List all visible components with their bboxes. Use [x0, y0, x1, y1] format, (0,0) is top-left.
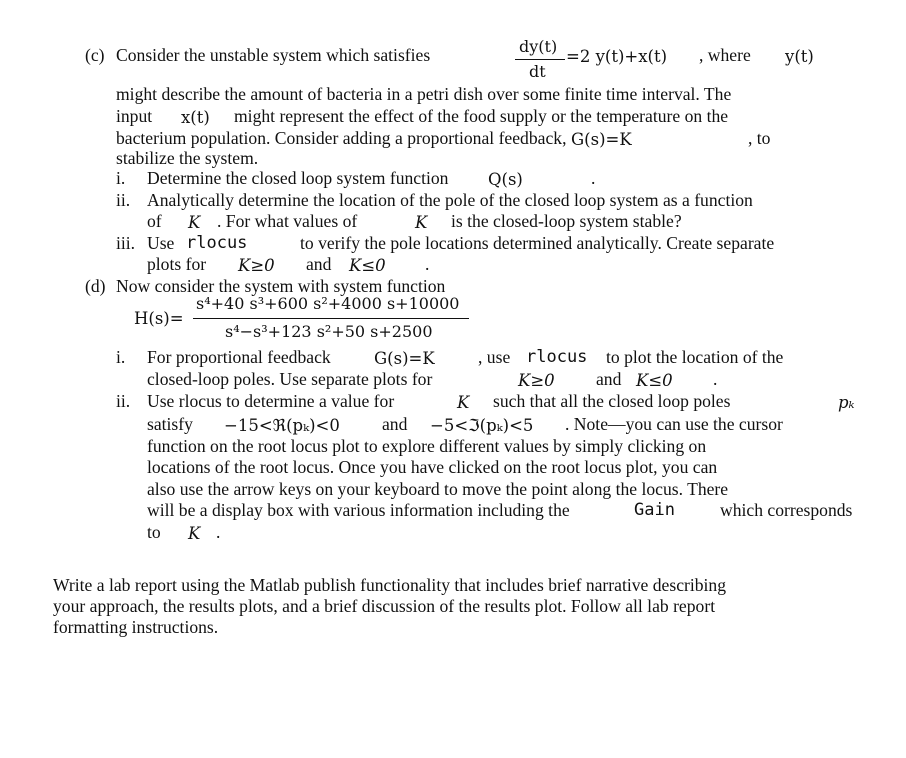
d-item-ii-line6-b: which corresponds — [720, 500, 853, 520]
c-item-ii-mid: . For what values of — [217, 211, 358, 231]
d-item-i-text: For proportional feedback — [147, 347, 331, 367]
d-item-ii-k: K — [457, 393, 470, 412]
d-item-ii-k-final: K — [188, 524, 201, 543]
d-item-i-g: G(s)=K — [374, 349, 435, 368]
d-item-i-m2: K≤0 — [636, 371, 673, 390]
output-y: y(t) — [785, 47, 814, 66]
c-item-iii-m1: K≥0 — [238, 256, 275, 275]
c-item-ii-num: ii. — [116, 190, 131, 210]
c-item-iii-m2: K≤0 — [349, 256, 386, 275]
c-item-iii-line1: to verify the pole locations determined analytically. Create separate — [300, 233, 775, 253]
part-d-intro: Now consider the system with system function — [116, 276, 446, 296]
d-item-i-code: rlocus — [526, 347, 588, 367]
c-item-iii-use: Use — [147, 233, 175, 253]
ode-rhs: =2 y(t)+x(t) — [566, 47, 668, 66]
footer-line1: Write a lab report using the Matlab publish functionality that includes brief narrative describing — [53, 575, 727, 595]
d-item-ii-satisfy: satisfy — [147, 414, 193, 434]
c-item-iii-num: iii. — [116, 233, 136, 253]
c-item-iii-plots: plots for — [147, 254, 207, 274]
c-item-ii-k2: K — [415, 213, 428, 232]
d-item-ii-line6-a: will be a display box with various information including the — [147, 500, 570, 520]
input-x: x(t) — [181, 108, 210, 127]
footer-line3: formatting instructions. — [53, 617, 219, 637]
part-d-label: (d) — [85, 276, 106, 296]
part-c-where: , where — [699, 45, 751, 65]
d-item-ii-line3: function on the root locus plot to explore different values by simply clicking on — [147, 436, 707, 456]
d-item-i-num: i. — [116, 347, 126, 367]
d-item-ii-line1: Use rlocus to determine a value for — [147, 391, 395, 411]
c-item-ii-line1: Analytically determine the location of the pole of the closed loop system as a function — [147, 190, 753, 210]
d-item-ii-period: . — [216, 522, 221, 542]
part-c-intro: Consider the unstable system which satisfies — [116, 45, 431, 65]
d-item-ii-pk: pₖ — [838, 393, 855, 412]
d-item-i-line1-end: to plot the location of the — [606, 347, 784, 367]
ode-denominator: dt — [529, 62, 546, 81]
c-item-ii-end: is the closed-loop system stable? — [451, 211, 682, 231]
d-item-ii-note: . Note—you can use the cursor — [565, 414, 783, 434]
c-item-ii-of: of — [147, 211, 162, 231]
d-item-i-m1: K≥0 — [518, 371, 555, 390]
c-item-i-period: . — [591, 168, 596, 188]
c-item-i-text: Determine the closed loop system function — [147, 168, 449, 188]
d-item-ii-num: ii. — [116, 391, 131, 411]
part-c-label: (c) — [85, 45, 105, 65]
ode-numerator: dy(t) — [519, 37, 558, 56]
part-c-line4-a: bacterium population. Consider adding a proportional feedback, — [116, 128, 567, 148]
c-item-i-num: i. — [116, 168, 126, 188]
part-c-line3-a: input — [116, 106, 153, 126]
h-numerator: s⁴+40 s³+600 s²+4000 s+10000 — [196, 294, 460, 313]
feedback-g: G(s)=K — [571, 130, 632, 149]
d-item-i-period: . — [713, 369, 718, 389]
d-item-i-use: , use — [478, 347, 511, 367]
d-item-ii-real-range: −15<ℜ(pₖ)<0 — [224, 416, 340, 435]
d-item-ii-imag-range: −5<ℑ(pₖ)<5 — [430, 416, 534, 435]
d-item-ii-and: and — [382, 414, 408, 434]
footer-line2: your approach, the results plots, and a brief discussion of the results plot. Follow all lab report — [53, 596, 716, 616]
d-item-ii-line1-b: such that all the closed loop poles — [493, 391, 731, 411]
c-item-iii-period: . — [425, 254, 430, 274]
part-c-line4-b: , to — [748, 128, 771, 148]
part-c-line3-b: might represent the effect of the food supply or the temperature on the — [234, 106, 729, 126]
h-denominator: s⁴−s³+123 s²+50 s+2500 — [225, 322, 433, 341]
part-c-line2: might describe the amount of bacteria in a petri dish over some finite time interval. The — [116, 84, 732, 104]
part-c-line5: stabilize the system. — [116, 148, 259, 168]
c-item-ii-k1: K — [188, 213, 201, 232]
d-item-ii-line5: also use the arrow keys on your keyboard to move the point along the locus. There — [147, 479, 729, 499]
c-item-iii-and: and — [306, 254, 332, 274]
d-item-ii-to: to — [147, 522, 161, 542]
d-item-ii-gain-code: Gain — [634, 500, 675, 520]
d-item-i-and: and — [596, 369, 622, 389]
h-lhs: H(s)= — [134, 309, 184, 328]
c-item-iii-code: rlocus — [186, 233, 248, 253]
d-item-i-line2: closed-loop poles. Use separate plots for — [147, 369, 433, 389]
d-item-ii-line4: locations of the root locus. Once you have clicked on the root locus plot, you can — [147, 457, 718, 477]
h-fraction-bar — [193, 318, 469, 319]
c-item-i-math: Q(s) — [488, 170, 523, 189]
